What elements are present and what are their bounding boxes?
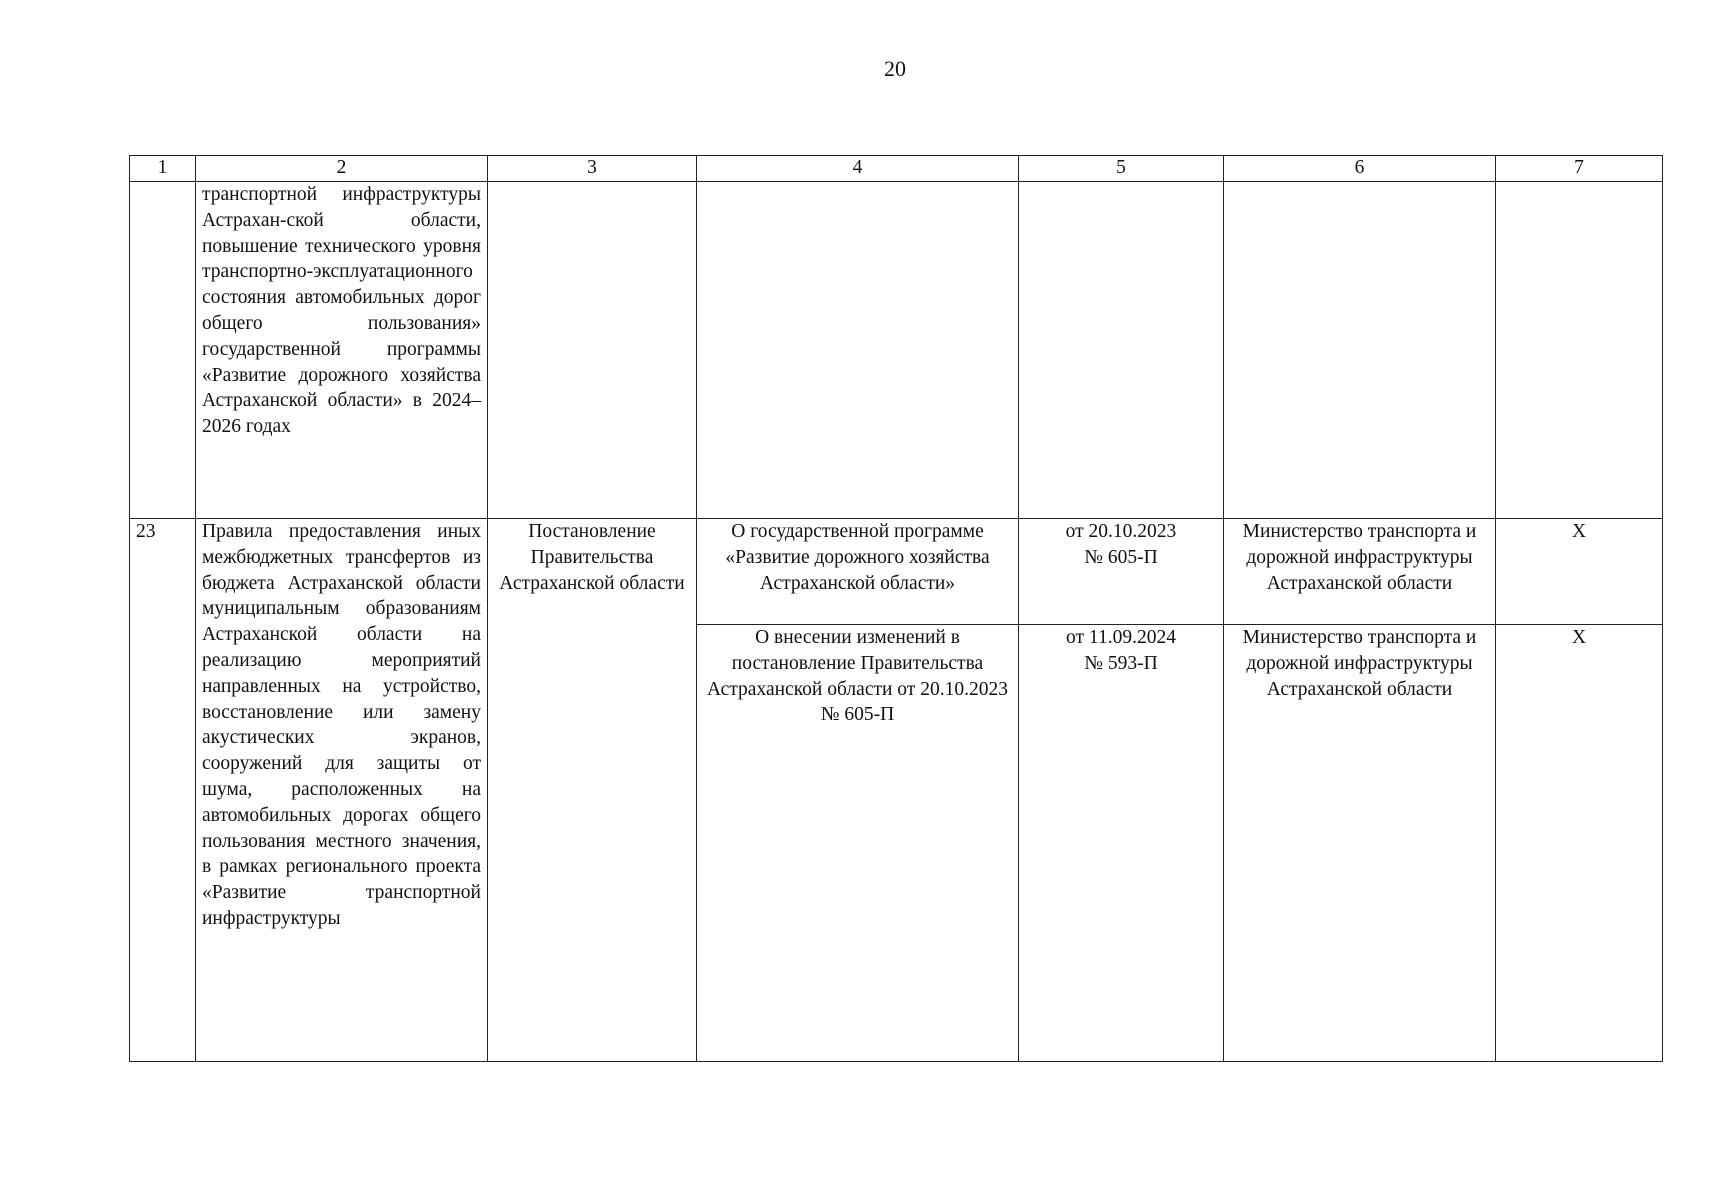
document-type: Постановление Правительства Астраханской области (488, 519, 697, 1062)
header-row (130, 156, 1663, 182)
column-header: 1 (130, 156, 196, 182)
continuation-description: транспортной инфраструктуры Астрахан-ской области, повышение технического уровня транспортно-эксплуатационного состояния автомобильных дорог общего пользования» государственной программы «Развитие дорожного хозяйства Астраханской области» в 2024–2026 годах (196, 182, 488, 519)
row-number: 23 (130, 519, 196, 1062)
act-date-number (1019, 625, 1224, 1062)
table-cell (488, 182, 697, 519)
act-date-number (1019, 519, 1224, 625)
document-table (129, 155, 1663, 1062)
act-title: О внесении изменений в постановление Правительства Астраханской области от 20.10.2023 № 605-П (697, 625, 1019, 1062)
table-cell (1496, 182, 1663, 519)
act-number: № 593-П (1084, 652, 1158, 674)
act-authority: Министерство транспорта и дорожной инфраструктуры Астраханской области (1224, 519, 1496, 625)
page-number: 20 (884, 56, 906, 81)
table-cell (1224, 182, 1496, 519)
act-date: от 11.09.2024 (1066, 627, 1176, 648)
column-header: 5 (1019, 156, 1224, 182)
column-header: 2 (196, 156, 488, 182)
table-cell (697, 182, 1019, 519)
act-mark: Х (1496, 625, 1663, 1062)
table-row-23 (130, 519, 1663, 625)
column-header: 6 (1224, 156, 1496, 182)
act-number: № 605-П (1084, 546, 1158, 568)
table-row-continuation (130, 182, 1663, 519)
table-cell (130, 182, 196, 519)
act-mark: Х (1496, 519, 1663, 625)
act-date: от 20.10.2023 (1065, 521, 1177, 542)
row-description: Правила предоставления иных межбюджетных трансфертов из бюджета Астраханской области муниципальным образованиям Астраханской области на реализацию мероприятий направленных на устройство, восстановление или замену акустических экранов, сооружений для защиты от шума, расположенных на автомобильных дорогах общего пользования местного значения, в рамках регионального проекта «Развитие транспортной инфраструктуры (196, 519, 488, 1062)
act-title: О государственной программе «Развитие дорожного хозяйства Астраханской области» (697, 519, 1019, 625)
column-header: 7 (1496, 156, 1663, 182)
column-header: 4 (697, 156, 1019, 182)
table-cell (1019, 182, 1224, 519)
act-authority: Министерство транспорта и дорожной инфраструктуры Астраханской области (1224, 625, 1496, 1062)
column-header: 3 (488, 156, 697, 182)
